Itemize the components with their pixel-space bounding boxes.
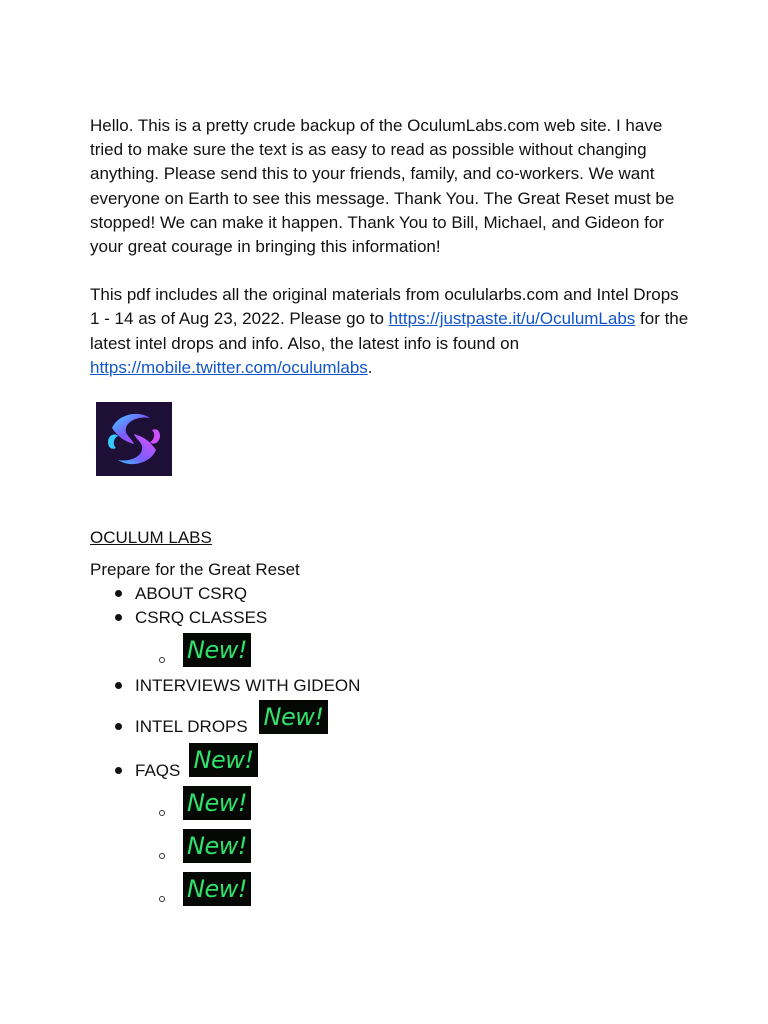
justpaste-link[interactable]: https://justpaste.it/u/OculumLabs [388, 309, 636, 329]
sub-bullet-icon [159, 896, 165, 902]
intro-paragraph-2-text-1: This pdf includes all the original materials from oculularbs.com and Intel Drops 1 - 14 as of Aug 23, 2022. Please go to [90, 285, 679, 329]
menu-item-classes[interactable]: CSRQ CLASSES [135, 608, 268, 627]
swirl-logo-icon [96, 402, 172, 476]
intro-text [90, 114, 690, 380]
intro-paragraph-2-text-3: . [367, 357, 373, 377]
site-title[interactable]: OCULUM LABS [90, 528, 212, 547]
menu-item-faqs[interactable]: FAQS [135, 761, 181, 780]
menu-item-about[interactable]: ABOUT CSRQ [135, 584, 248, 603]
sub-bullet-icon [159, 810, 165, 816]
new-badge[interactable]: New! [183, 633, 251, 667]
new-badge[interactable]: New! [183, 829, 251, 863]
new-badge[interactable]: New! [183, 872, 251, 906]
menu-item-intel-drops[interactable]: INTEL DROPS [135, 717, 248, 736]
bullet-icon [115, 682, 122, 689]
sub-bullet-icon [159, 657, 165, 663]
intro-paragraph-2-text-2: for the latest intel drops and info. Also, the latest info is found on [90, 309, 689, 353]
bullet-icon [115, 723, 122, 730]
intro-paragraph-2 [90, 283, 690, 380]
bullet-icon [115, 590, 122, 597]
intro-paragraph-1: Hello. This is a pretty crude backup of the OculumLabs.com web site. I have tried to make sure the text is as easy to read as possible without changing anything. Please send this to your friends, family, and co-workers. We want everyone on Earth to see this message. Thank You. The Great Reset must be stopped! We can make it happen. Thank You to Bill, Michael, and Gideon for your great courage in bringing this information! [90, 116, 675, 257]
menu-item-interviews[interactable]: INTERVIEWS WITH GIDEON [135, 676, 361, 695]
bullet-icon [115, 614, 122, 621]
sub-bullet-icon [159, 853, 165, 859]
new-badge[interactable]: New! [259, 700, 328, 734]
new-badge[interactable]: New! [189, 743, 258, 777]
new-badge[interactable]: New! [183, 786, 251, 820]
twitter-link[interactable]: https://mobile.twitter.com/oculumlabs [90, 357, 368, 377]
oculum-logo [96, 402, 172, 476]
bullet-icon [115, 767, 122, 774]
site-tagline: Prepare for the Great Reset [90, 560, 300, 579]
